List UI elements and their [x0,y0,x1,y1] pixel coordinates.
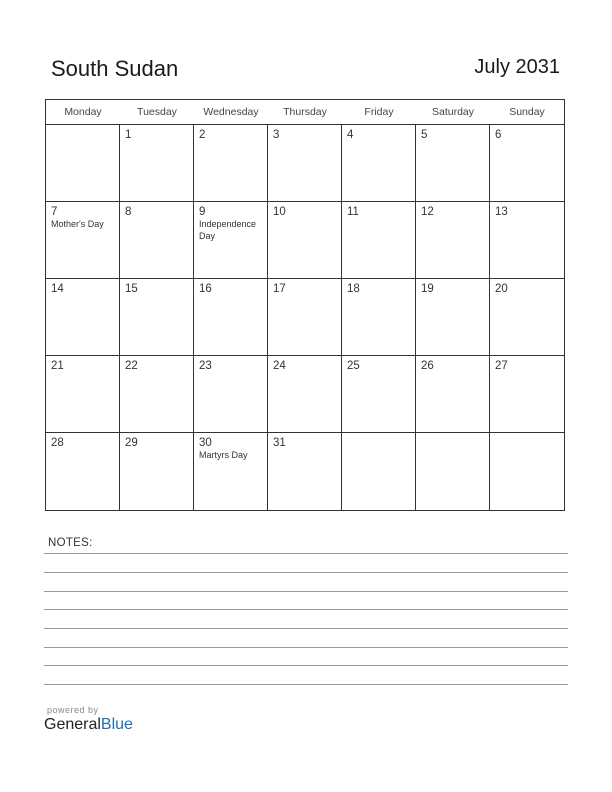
day-cell [268,279,342,356]
day-cell [46,125,120,202]
day-cell [194,279,268,356]
note-line [44,665,568,666]
day-number: 30 [199,437,212,449]
day-cell [416,125,490,202]
note-line [44,647,568,648]
powered-by-text: powered by [47,705,99,715]
day-number: 24 [273,360,286,372]
day-cell [120,433,194,510]
logo-text-blue: Blue [100,716,133,733]
day-cell [268,433,342,510]
day-number: 17 [273,283,286,295]
day-cell [194,356,268,433]
note-line [44,628,568,629]
day-number: 4 [347,129,354,141]
day-cell [342,202,416,279]
country-title: South Sudan [51,56,179,81]
day-cell [120,202,194,279]
day-cell [416,433,490,510]
day-cell [120,125,194,202]
holiday-label: Independence Day [199,219,257,241]
weekday-label: Monday [64,106,102,118]
day-cell [46,356,120,433]
day-number: 29 [125,437,138,449]
day-cell [120,279,194,356]
day-number: 23 [199,360,212,372]
day-cell [194,433,268,510]
day-cell [194,125,268,202]
day-cell [120,356,194,433]
day-cell [490,356,564,433]
day-number: 8 [125,206,132,218]
day-cell [416,279,490,356]
day-number: 31 [273,437,286,449]
day-number: 11 [347,206,359,218]
generalblue-logo [44,716,133,734]
day-number: 21 [51,360,64,372]
weekday-label: Sunday [509,106,545,118]
weekday-label: Wednesday [203,106,259,118]
day-cell [416,356,490,433]
notes-label: NOTES: [48,537,93,549]
day-number: 16 [199,283,212,295]
day-number: 22 [125,360,138,372]
day-cell [342,279,416,356]
day-number: 20 [495,283,508,295]
day-cell [490,202,564,279]
day-cell [342,125,416,202]
weekday-header-row [46,100,564,125]
note-line [44,609,568,610]
day-cell [490,125,564,202]
note-line [44,684,568,685]
day-number: 27 [495,360,508,372]
note-line [44,572,568,573]
day-cell [490,433,564,510]
day-number: 6 [495,129,502,141]
day-cell [268,202,342,279]
day-cell [342,433,416,510]
day-cell [490,279,564,356]
day-cell [342,356,416,433]
day-number: 18 [347,283,360,295]
day-cell [46,279,120,356]
day-number: 13 [495,206,508,218]
day-number: 3 [273,129,280,141]
day-number: 28 [51,437,64,449]
day-number: 26 [421,360,434,372]
day-cell [268,356,342,433]
day-number: 19 [421,283,434,295]
weekday-label: Saturday [431,106,475,118]
logo-text-general: General [44,716,101,733]
note-line [44,591,568,592]
weekday-label: Tuesday [137,106,177,118]
weekday-label: Thursday [283,106,327,118]
day-number: 1 [125,129,132,141]
day-cell [268,125,342,202]
note-line [44,553,568,554]
calendar-grid [45,99,565,511]
holiday-label: Mother's Day [51,219,104,229]
day-cell [46,433,120,510]
day-number: 7 [51,206,58,218]
day-number: 10 [273,206,286,218]
day-number: 12 [421,206,434,218]
day-number: 14 [51,283,64,295]
day-number: 15 [125,283,138,295]
day-cell [46,202,120,279]
weekday-label: Friday [364,106,394,118]
day-number: 5 [421,129,428,141]
month-year-title: July 2031 [474,56,560,78]
day-number: 2 [199,129,206,141]
day-number: 25 [347,360,360,372]
day-cell [194,202,268,279]
day-cell [416,202,490,279]
calendar-weeks [46,125,564,510]
day-number: 9 [199,206,206,218]
holiday-label: Martyrs Day [199,450,248,460]
